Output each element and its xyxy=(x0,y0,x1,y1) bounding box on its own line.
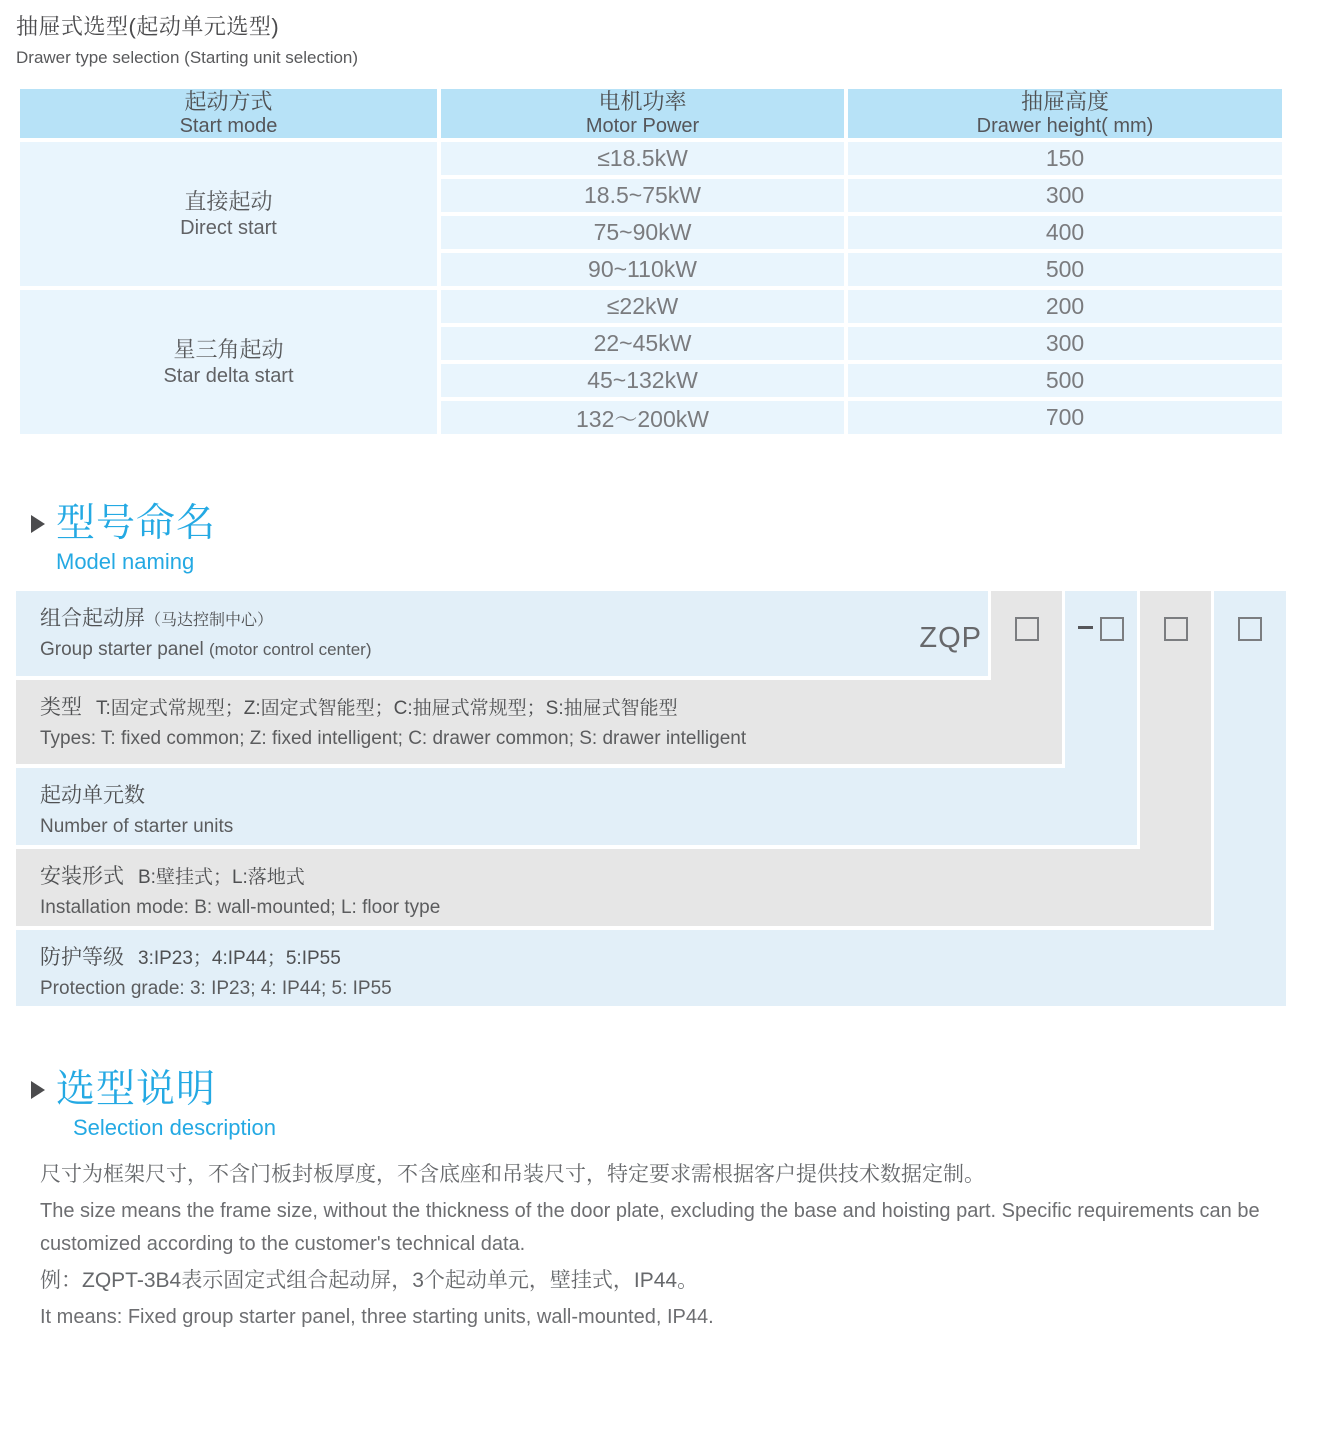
band3-zh: 起动单元数 xyxy=(40,784,145,807)
mode-cell-star-delta xyxy=(20,290,437,434)
band3-en: Number of starter units xyxy=(40,816,234,837)
power-cell xyxy=(441,142,844,175)
model-naming-diagram xyxy=(16,591,1286,1006)
band-installation-mode xyxy=(16,849,1211,926)
mode-direct-zh: 直接起动 xyxy=(184,189,273,214)
power-value: 22~45kW xyxy=(593,330,692,356)
description-paragraphs xyxy=(40,1159,1288,1334)
selection-description-section xyxy=(16,1068,1306,1334)
power-value: ≤18.5kW xyxy=(597,145,688,171)
table-row xyxy=(20,142,1282,175)
band-group-starter-panel xyxy=(16,591,988,676)
header-motor-power-zh: 电机功率 xyxy=(598,89,687,114)
band1-en: Group starter panel xyxy=(40,639,204,660)
power-cell xyxy=(441,327,844,360)
header-start-mode-zh: 起动方式 xyxy=(184,89,273,114)
selection-description-heading-zh: 选型说明 xyxy=(56,1068,217,1111)
selection-description-heading xyxy=(30,1068,1306,1141)
height-cell xyxy=(848,216,1282,249)
power-cell xyxy=(441,290,844,323)
band4-en: Installation mode: B: wall-mounted; L: floor type xyxy=(40,897,441,918)
power-cell xyxy=(441,253,844,286)
height-value: 300 xyxy=(1045,330,1085,356)
height-cell xyxy=(848,290,1282,323)
band-protection-grade xyxy=(16,930,1286,1006)
description-p2-zh: 例：ZQPT-3B4表示固定式组合起动屏，3个起动单元，壁挂式，IP44。 xyxy=(40,1269,699,1292)
height-cell xyxy=(848,142,1282,175)
band5-zh-desc: 3:IP23；4:IP44；5:IP55 xyxy=(138,948,341,969)
section-marker-icon xyxy=(31,1081,45,1099)
height-cell xyxy=(848,364,1282,397)
header-drawer-height-zh: 抽屉高度 xyxy=(1020,89,1109,114)
power-value: 75~90kW xyxy=(593,219,692,245)
power-value: 90~110kW xyxy=(588,256,697,282)
header-start-mode-en: Start mode xyxy=(179,115,278,137)
header-drawer-height-en: Drawer height( mm) xyxy=(976,115,1154,137)
height-value: 400 xyxy=(1045,219,1085,245)
power-value: 45~132kW xyxy=(587,367,698,393)
power-value: 132～200kW xyxy=(576,406,709,432)
header-motor-power-en: Motor Power xyxy=(585,115,700,137)
mode-cell-direct-start xyxy=(20,142,437,286)
band5-zh-label: 防护等级 xyxy=(40,946,124,969)
model-naming-heading-en: Model naming xyxy=(56,549,195,574)
description-p1-en: The size means the frame size, without the thickness of the door plate, excluding the base and hoisting part. Specific requirements can be customized according to the customer's technical data. xyxy=(40,1200,1260,1255)
height-cell xyxy=(848,401,1282,434)
band4-zh-label: 安装形式 xyxy=(40,865,124,888)
code-column-units xyxy=(1065,591,1137,768)
description-p2-en: It means: Fixed group starter panel, three starting units, wall-mounted, IP44. xyxy=(40,1306,714,1328)
band1-zh-note: （马达控制中心） xyxy=(145,612,274,629)
power-cell xyxy=(441,364,844,397)
col-header-start-mode xyxy=(20,89,437,138)
table-header-row xyxy=(20,89,1282,138)
mode-star-zh: 星三角起动 xyxy=(173,337,284,362)
band1-en-note: (motor control center) xyxy=(208,640,372,659)
power-cell xyxy=(441,216,844,249)
section-marker-icon xyxy=(31,515,45,533)
mode-direct-en: Direct start xyxy=(180,217,277,239)
model-code-box-units xyxy=(1100,617,1124,641)
height-cell xyxy=(848,179,1282,212)
band-starter-units xyxy=(16,768,1137,845)
band2-en: Types: T: fixed common; Z: fixed intelligent; C: drawer common; S: drawer intelligent xyxy=(40,728,747,749)
height-cell xyxy=(848,327,1282,360)
model-code-box-installation xyxy=(1164,617,1188,641)
code-column-type xyxy=(991,591,1062,680)
code-column-protection xyxy=(1214,591,1286,930)
selection-description-heading-en: Selection description xyxy=(73,1115,277,1140)
dash-separator xyxy=(1078,626,1093,629)
height-value: 200 xyxy=(1045,293,1085,319)
page-title-zh: 抽屉式选型(起动单元选型) xyxy=(16,14,280,39)
code-column-installation xyxy=(1140,591,1211,849)
page-title-en: Drawer type selection (Starting unit selection) xyxy=(16,48,359,67)
power-value: 18.5~75kW xyxy=(584,182,701,208)
model-code-prefix: ZQP xyxy=(919,622,982,654)
height-value: 500 xyxy=(1045,367,1085,393)
height-value: 150 xyxy=(1045,145,1085,171)
power-cell xyxy=(441,401,844,434)
col-header-motor-power xyxy=(441,89,844,138)
model-naming-heading-zh: 型号命名 xyxy=(56,502,217,545)
height-cell xyxy=(848,253,1282,286)
table-row xyxy=(20,290,1282,323)
model-naming-heading xyxy=(30,502,1306,575)
power-cell xyxy=(441,179,844,212)
height-value: 300 xyxy=(1045,182,1085,208)
band4-zh-desc: B:壁挂式；L:落地式 xyxy=(138,867,305,888)
drawer-selection-table xyxy=(16,85,1286,438)
band-types xyxy=(16,680,1062,764)
height-value: 500 xyxy=(1045,256,1085,282)
power-value: ≤22kW xyxy=(606,293,679,319)
model-code-box-protection xyxy=(1238,617,1262,641)
band2-zh-desc: T:固定式常规型；Z:固定式智能型；C:抽屉式常规型；S:抽屉式智能型 xyxy=(96,698,678,719)
model-code-box-type xyxy=(1015,617,1039,641)
height-value: 700 xyxy=(1045,404,1085,430)
band2-zh-label: 类型 xyxy=(40,696,82,719)
band1-zh: 组合起动屏 xyxy=(40,607,145,630)
col-header-drawer-height xyxy=(848,89,1282,138)
band5-en: Protection grade: 3: IP23; 4: IP44; 5: IP55 xyxy=(40,978,392,999)
model-naming-section xyxy=(16,502,1306,1006)
description-p1-zh: 尺寸为框架尺寸，不含门板封板厚度，不含底座和吊装尺寸，特定要求需根据客户提供技术数据定制。 xyxy=(40,1163,985,1186)
mode-star-en: Star delta start xyxy=(163,365,294,387)
